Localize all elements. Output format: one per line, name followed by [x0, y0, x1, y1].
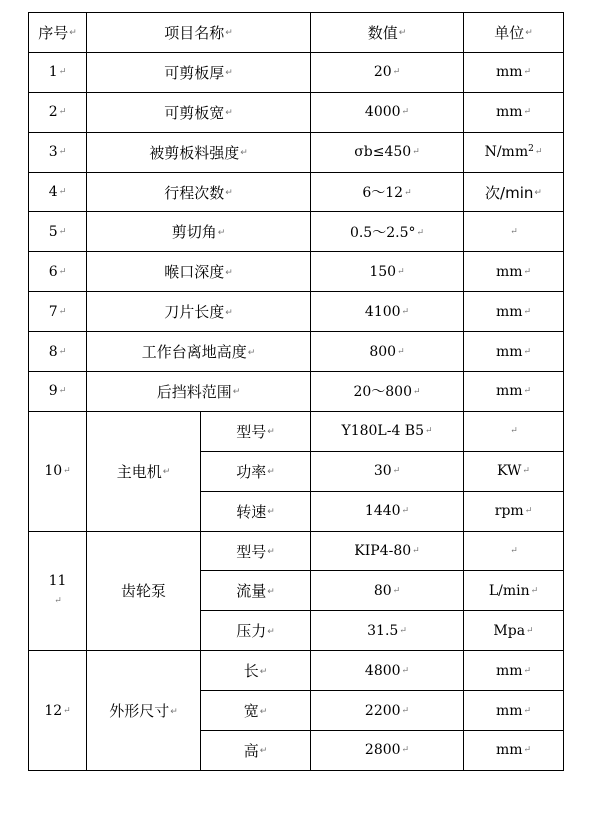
group-name-text: 齿轮泵	[120, 582, 166, 601]
row-no-text: 2	[48, 104, 58, 121]
row-unit-text: mm	[495, 343, 523, 360]
row-value-text: 20	[373, 64, 392, 81]
paragraph-mark: ↵	[58, 306, 67, 317]
header-no: 序号↵	[29, 13, 87, 53]
table-row	[29, 52, 564, 92]
group-name	[87, 531, 201, 651]
row-no	[29, 372, 87, 412]
group-unit	[464, 531, 564, 571]
row-no-text: 7	[48, 303, 58, 320]
group-unit-text: L/min	[488, 582, 530, 599]
group-sub-item	[201, 411, 311, 451]
paragraph-mark: ↵	[267, 467, 275, 478]
group-sub-item-text: 功率	[236, 462, 267, 481]
group-value	[311, 451, 464, 491]
row-name-text: 后挡料范围	[156, 382, 232, 401]
row-value	[311, 132, 464, 172]
header-unit: 单位↵	[464, 13, 564, 53]
paragraph-mark: ↵	[392, 585, 401, 596]
group-value-text: 30	[373, 463, 392, 480]
header-row	[29, 13, 564, 53]
paragraph-mark: ↵	[392, 67, 401, 78]
paragraph-mark: ↵	[523, 386, 532, 397]
row-no-text: 9	[48, 383, 58, 400]
group-no-text: 11	[48, 572, 67, 589]
row-no	[29, 292, 87, 332]
paragraph-mark: ↵	[397, 266, 405, 277]
paragraph-mark: ↵	[404, 188, 412, 198]
row-unit-text: mm	[495, 383, 523, 400]
row-no	[29, 252, 87, 292]
group-unit-text: Mpa	[493, 622, 526, 639]
paragraph-mark: ↵	[225, 267, 233, 278]
group-unit	[464, 491, 564, 531]
paragraph-mark: ↵	[534, 147, 543, 158]
paragraph-mark: ↵	[267, 547, 275, 558]
row-name-text: 刀片长度	[164, 303, 225, 322]
row-name-text: 可剪板宽	[164, 103, 225, 122]
row-unit	[464, 132, 564, 172]
row-value-text: 20～800	[353, 384, 412, 401]
paragraph-mark: ↵	[58, 266, 67, 277]
paragraph-mark: ↵	[170, 706, 178, 717]
row-value	[311, 212, 464, 252]
row-name	[87, 92, 311, 132]
row-value	[311, 332, 464, 372]
paragraph-mark: ↵	[225, 307, 233, 318]
group-name	[87, 411, 201, 531]
paragraph-mark: ↵	[412, 546, 420, 557]
row-name	[87, 332, 311, 372]
paragraph-mark: ↵	[58, 386, 67, 397]
row-no	[29, 52, 87, 92]
paragraph-mark: ↵	[523, 705, 532, 716]
paragraph-mark: ↵	[58, 346, 67, 357]
row-name	[87, 372, 311, 412]
group-sub-item	[201, 691, 311, 731]
row-no	[29, 332, 87, 372]
paragraph-mark: ↵	[401, 665, 410, 676]
group-name	[87, 651, 201, 771]
paragraph-mark: ↵	[240, 148, 248, 159]
row-unit-superscript: 2	[528, 144, 534, 155]
row-name	[87, 212, 311, 252]
header-name: 项目名称↵	[87, 13, 311, 53]
row-value	[311, 92, 464, 132]
group-value	[311, 531, 464, 571]
row-unit	[464, 372, 564, 412]
paragraph-mark: ↵	[58, 187, 67, 197]
paragraph-mark: ↵	[401, 506, 410, 517]
group-value	[311, 571, 464, 611]
row-value-text: 4100	[364, 303, 401, 320]
group-unit	[464, 611, 564, 651]
paragraph-mark: ↵	[397, 346, 405, 357]
group-no	[29, 531, 87, 651]
group-sub-item-text: 型号	[236, 542, 267, 561]
paragraph-mark: ↵	[225, 68, 233, 79]
paragraph-mark: ↵	[523, 745, 532, 756]
table-row	[29, 252, 564, 292]
paragraph-mark: ↵	[58, 226, 67, 237]
group-no	[29, 651, 87, 771]
paragraph-mark: ↵	[267, 626, 275, 637]
row-value-text: 4000	[364, 104, 401, 121]
table-row	[29, 92, 564, 132]
table-row	[29, 531, 564, 571]
group-value-text: 4800	[364, 662, 401, 679]
paragraph-mark: ↵	[54, 595, 62, 606]
table-row	[29, 651, 564, 691]
paragraph-mark: ↵	[267, 427, 275, 438]
row-no-text: 3	[48, 144, 58, 161]
group-sub-item	[201, 571, 311, 611]
group-unit-text: mm	[495, 662, 523, 679]
group-value	[311, 611, 464, 651]
paragraph-mark: ↵	[510, 226, 518, 237]
group-sub-item-text: 高	[243, 741, 259, 760]
paragraph-mark: ↵	[58, 107, 67, 118]
row-unit	[464, 92, 564, 132]
row-unit	[464, 292, 564, 332]
group-value	[311, 731, 464, 771]
group-unit	[464, 651, 564, 691]
row-unit-text: mm	[495, 104, 523, 121]
paragraph-mark: ↵	[534, 188, 542, 198]
paragraph-mark: ↵	[259, 746, 268, 757]
group-unit-text: mm	[495, 702, 523, 719]
table-row	[29, 332, 564, 372]
table-row	[29, 212, 564, 252]
row-name-text: 喉口深度	[164, 263, 225, 282]
group-value	[311, 491, 464, 531]
row-no	[29, 172, 87, 212]
paragraph-mark: ↵	[247, 347, 256, 358]
row-name	[87, 132, 311, 172]
paragraph-mark: ↵	[523, 266, 532, 277]
paragraph-mark: ↵	[225, 188, 233, 198]
row-name-text: 被剪板料强度	[149, 143, 240, 162]
group-value-text: Y180L-4 B5	[341, 423, 424, 440]
row-value-text: 150	[369, 263, 397, 280]
paragraph-mark: ↵	[412, 147, 420, 158]
group-unit	[464, 571, 564, 611]
group-sub-item-text: 型号	[236, 422, 267, 441]
group-value-text: 1440	[364, 503, 401, 520]
paragraph-mark: ↵	[530, 585, 539, 596]
group-unit-text: KW	[497, 463, 522, 480]
group-sub-item-text: 压力	[236, 622, 267, 641]
row-name-text: 工作台离地高度	[141, 343, 247, 362]
paragraph-mark: ↵	[523, 665, 532, 676]
group-sub-item-text: 宽	[243, 702, 259, 721]
table-row	[29, 372, 564, 412]
row-unit	[464, 212, 564, 252]
paragraph-mark: ↵	[401, 705, 410, 716]
paragraph-mark: ↵	[392, 466, 401, 477]
table-row	[29, 172, 564, 212]
paragraph-mark: ↵	[416, 227, 425, 238]
row-value	[311, 292, 464, 332]
table-row	[29, 292, 564, 332]
group-name-text: 主电机	[116, 462, 162, 481]
paragraph-mark: ↵	[523, 67, 532, 78]
group-value-text: KIP4-80	[354, 543, 412, 560]
row-value	[311, 172, 464, 212]
row-name-text: 剪切角	[171, 223, 217, 242]
paragraph-mark: ↵	[58, 67, 67, 78]
row-value-text: σb≤450	[354, 144, 412, 161]
header-value: 数值↵	[311, 13, 464, 53]
paragraph-mark: ↵	[267, 507, 275, 518]
row-value-text: 800	[369, 343, 397, 360]
row-name	[87, 292, 311, 332]
row-value-text: 0.5～2.5°	[349, 224, 416, 241]
paragraph-mark: ↵	[399, 625, 407, 636]
paragraph-mark: ↵	[510, 426, 518, 437]
group-value-text: 31.5	[367, 622, 399, 639]
paragraph-mark: ↵	[58, 147, 67, 158]
row-unit	[464, 252, 564, 292]
row-unit-text: mm	[495, 64, 523, 81]
paragraph-mark: ↵	[267, 586, 275, 597]
row-name	[87, 52, 311, 92]
table-row	[29, 132, 564, 172]
paragraph-mark: ↵	[401, 306, 410, 317]
row-no	[29, 132, 87, 172]
row-no-text: 4	[48, 184, 58, 200]
row-unit-text: mm	[495, 303, 523, 320]
row-name-text: 行程次数	[164, 183, 225, 202]
paragraph-mark: ↵	[259, 706, 268, 717]
group-value	[311, 691, 464, 731]
paragraph-mark: ↵	[162, 467, 171, 478]
row-value	[311, 52, 464, 92]
group-name-text: 外形尺寸	[109, 702, 170, 721]
group-value-text: 2800	[364, 742, 401, 759]
group-sub-item-text: 流量	[236, 582, 267, 601]
row-unit-text: mm	[495, 263, 523, 280]
group-sub-item	[201, 651, 311, 691]
paragraph-mark: ↵	[510, 546, 518, 557]
paragraph-mark: ↵	[413, 387, 421, 398]
row-no-text: 1	[48, 64, 58, 81]
paragraph-mark: ↵	[259, 666, 268, 677]
group-value-text: 2200	[364, 702, 401, 719]
group-unit-text: rpm	[494, 503, 524, 520]
group-sub-item	[201, 731, 311, 771]
group-value-text: 80	[373, 582, 392, 599]
paragraph-mark: ↵	[524, 506, 533, 517]
row-no-text: 6	[48, 263, 58, 280]
paragraph-mark: ↵	[523, 306, 532, 317]
paragraph-mark: ↵	[401, 745, 410, 756]
paragraph-mark: ↵	[523, 346, 532, 357]
row-name	[87, 172, 311, 212]
group-no-text: 12	[44, 702, 63, 719]
paragraph-mark: ↵	[425, 426, 433, 437]
row-no-text: 8	[48, 343, 58, 360]
paragraph-mark: ↵	[63, 466, 71, 477]
row-name-text: 可剪板厚	[164, 63, 225, 82]
group-no	[29, 411, 87, 531]
row-value	[311, 252, 464, 292]
group-unit	[464, 691, 564, 731]
table-row	[29, 411, 564, 451]
row-no	[29, 212, 87, 252]
row-unit	[464, 52, 564, 92]
group-unit	[464, 411, 564, 451]
group-sub-item	[201, 451, 311, 491]
row-name	[87, 252, 311, 292]
paragraph-mark: ↵	[522, 466, 530, 477]
row-unit-text: 次/min	[485, 183, 534, 202]
group-unit	[464, 731, 564, 771]
spec-table	[28, 12, 564, 771]
paragraph-mark: ↵	[217, 227, 226, 238]
paragraph-mark: ↵	[526, 625, 534, 636]
paragraph-mark: ↵	[523, 107, 532, 118]
row-value	[311, 372, 464, 412]
paragraph-mark: ↵	[225, 108, 233, 119]
group-value	[311, 411, 464, 451]
row-value-text: 6～12	[362, 185, 404, 201]
row-unit	[464, 332, 564, 372]
paragraph-mark: ↵	[63, 705, 71, 716]
group-value	[311, 651, 464, 691]
group-sub-item-text: 长	[243, 662, 259, 681]
group-sub-item	[201, 531, 311, 571]
group-unit	[464, 451, 564, 491]
group-no-text: 10	[44, 463, 63, 480]
group-sub-item-text: 转速	[236, 502, 267, 521]
row-unit-text: N/mm	[484, 144, 529, 161]
row-unit	[464, 172, 564, 212]
row-no-text: 5	[48, 223, 58, 240]
row-no	[29, 92, 87, 132]
group-unit-text: mm	[495, 742, 523, 759]
group-sub-item	[201, 611, 311, 651]
paragraph-mark: ↵	[232, 387, 241, 398]
paragraph-mark: ↵	[401, 107, 410, 118]
group-sub-item	[201, 491, 311, 531]
